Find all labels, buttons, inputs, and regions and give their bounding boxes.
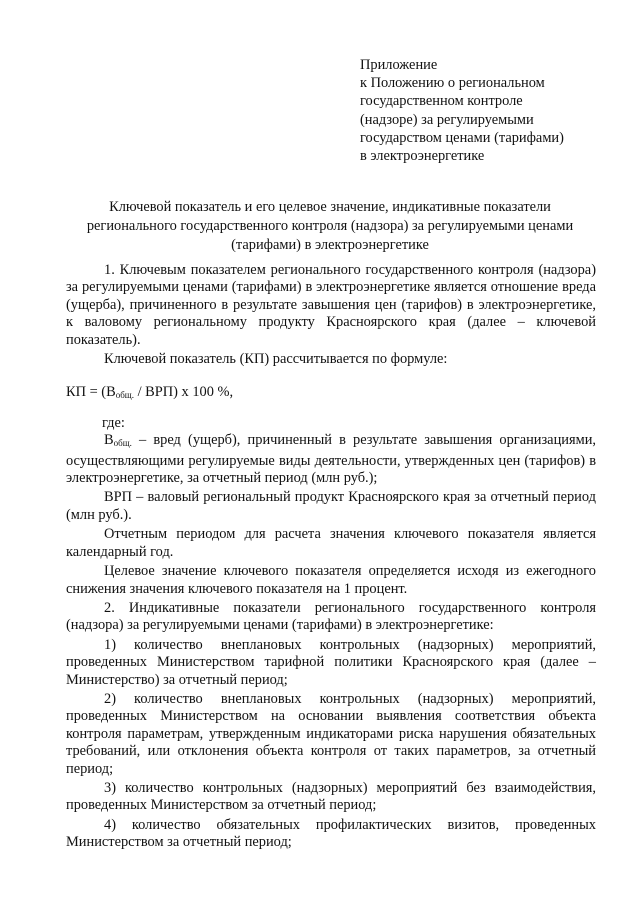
list-item: 4) количество обязательных профилактических визитов, проведенных Министерством за отчетный период; xyxy=(66,816,596,851)
where-label: где: xyxy=(102,414,125,431)
paragraph-formula-intro: Ключевой показатель (КП) рассчитывается по формуле: xyxy=(104,351,448,368)
appendix-line: Приложение xyxy=(360,57,438,73)
definition-symbol: В xyxy=(104,432,114,449)
appendix-line: (надзоре) за регулируемыми xyxy=(360,111,534,128)
document-body xyxy=(66,262,596,854)
definition-damage xyxy=(66,432,596,487)
definition-grp: ВРП – валовый региональный продукт Красноярского края за отчетный период (млн руб.). xyxy=(66,489,596,523)
title-line: регионального государственного контроля (надзора) за регулируемыми ценами xyxy=(86,218,574,234)
paragraph-indicative-indicators: 2. Индикативные показатели регионального государственного контроля (надзора) за регулируемыми ценами (тарифами) в электроэнергетике: xyxy=(66,599,596,634)
formula xyxy=(66,384,596,404)
formula-prefix: КП = (В xyxy=(66,384,116,401)
document-title xyxy=(60,198,600,255)
title-line: Ключевой показатель и его целевое значение, индикативные показатели xyxy=(109,199,551,215)
formula-suffix: / ВРП) х 100 %, xyxy=(133,384,234,401)
appendix-line: в электроэнергетике xyxy=(360,148,485,165)
definition-text: – вред (ущерб), причиненный в результате завышения организациями, осуществляющими регулируемые виды деятельности, утвержденных цен (тарифов) в электроэнергетике, за отчетный период (млн руб.); xyxy=(66,432,596,487)
list-item: 2) количество внеплановых контрольных (надзорных) мероприятий, проведенных Министерством на основании выявления соответствия объекта контроля параметрам, утвержденным индикаторами риска нарушения обязательных требований, или отклонения объекта контроля от таких параметров, за отчетный период; xyxy=(66,690,596,777)
appendix-line: государственном контроле xyxy=(360,93,523,110)
paragraph-target-value: Целевое значение ключевого показателя определяется исходя из ежегодного снижения значения ключевого показателя на 1 процент. xyxy=(66,563,596,597)
list-item: 3) количество контрольных (надзорных) мероприятий без взаимодействия, проведенных Министерством за отчетный период; xyxy=(66,779,596,814)
appendix-line: государством ценами (тарифами) xyxy=(360,129,564,146)
list-item: 1) количество внеплановых контрольных (надзорных) мероприятий, проведенных Министерством тарифной политики Красноярского края (далее – Министерство) за отчетный период; xyxy=(66,636,596,688)
definition-subscript: общ. xyxy=(113,438,132,449)
paragraph-reporting-period: Отчетным периодом для расчета значения ключевого показателя является календарный год. xyxy=(66,526,596,560)
appendix-reference xyxy=(360,56,620,165)
appendix-line: к Положению о региональном xyxy=(360,75,545,92)
paragraph-key-indicator: 1. Ключевым показателем регионального государственного контроля (надзора) за регулируемыми ценами (тарифами) в электроэнергетике является отношение вреда (ущерба), причиненного в результате завышения цен (тарифов) в электроэнергетике, к валовому региональному продукту Красноярского края (далее – ключевой показатель). xyxy=(66,262,596,348)
formula-subscript: общ. xyxy=(115,390,134,401)
title-line: (тарифами) в электроэнергетике xyxy=(231,237,429,253)
